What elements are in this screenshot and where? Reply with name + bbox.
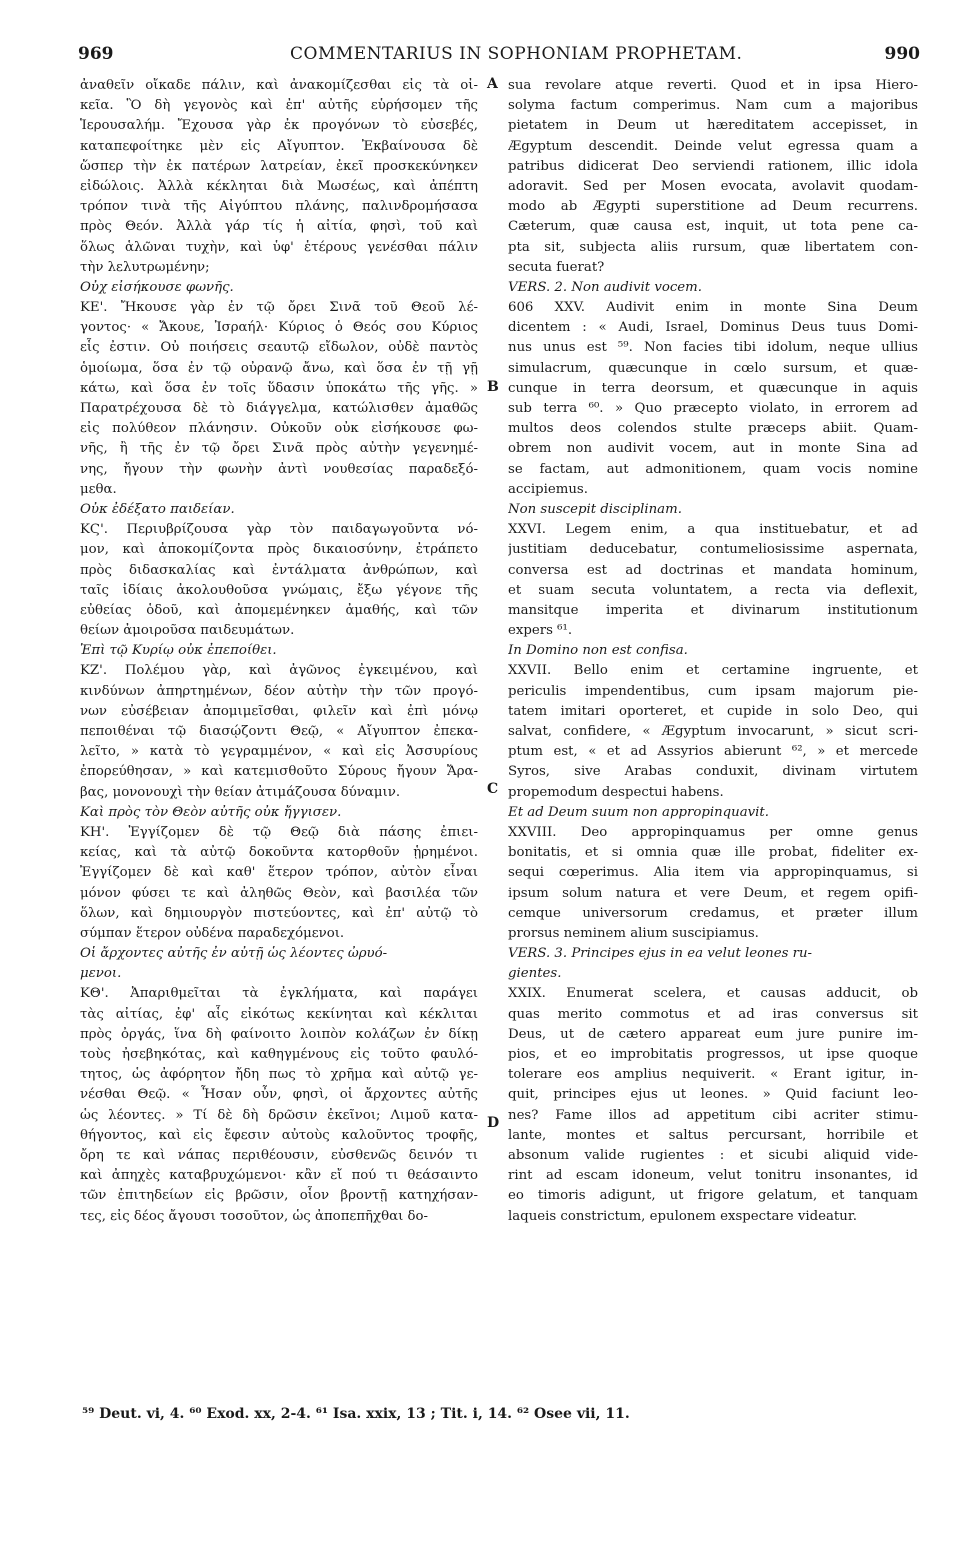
greek-text-line: ὅλων, καὶ δημιουργὸν πιστεύοντες, καὶ ἐπ' αὐτῷ τὸ: [80, 905, 478, 921]
greek-text-line: ἐπορεύθησαν, » καὶ κατεμισθοῦτο Σύρους ἤγουν Ἄρα-: [80, 764, 478, 780]
latin-text-line: XXIX. Enumerat scelera, et causas adducit, ob: [508, 986, 918, 1002]
latin-text-line: cemque universorum credamus, et præter illum: [508, 905, 918, 921]
running-header: [78, 44, 920, 70]
greek-text-line: τες, εἰς δέος ἄγουσι τοσοῦτον, ὡς ἀποπεπῆχθαι δο-: [80, 1208, 429, 1224]
latin-text-line: nus unus est ⁵⁹. Non facies tibi idolum, neque ullius: [508, 340, 918, 356]
latin-text-line: patribus didicerat Deo serviendi rationem, illic idola: [508, 158, 918, 174]
greek-text-line: τῶν ἐπιτηδείων εἰς βρῶσιν, οἷον βροντῇ κατηχήσαν-: [80, 1188, 478, 1204]
greek-text-line: κείας, καὶ τὰ αὐτῷ δοκοῦντα κατορθοῦν ᾑρημένοι.: [80, 845, 478, 861]
latin-text-line: XXVIII. Deo appropinquamus per omne genus: [508, 824, 918, 840]
latin-text-line: sua revolare atque reverti. Quod et in ipsa Hiero-: [508, 78, 918, 93]
latin-text-line: multos deos colendos stulte præceps abiit. Quam-: [508, 421, 918, 437]
greek-text-line: κάτω, καὶ ὅσα ἐν τοῖς ὕδασιν ὑποκάτω τῆς γῆς. »: [80, 380, 478, 396]
latin-text-line: Syros, sive Arabas conduxit, divinam virtutem: [508, 764, 918, 780]
latin-text-line: simulacrum, quæcunque in cœlo sursum, et quæ-: [508, 360, 918, 376]
latin-text-line: adoravit. Sed per Mosen evocata, avolavit quodam-: [508, 178, 918, 194]
greek-text-line: τητος, ὡς ἀφόρητον ἤδη πως τὸ χρῆμα καὶ αὐτῷ γε-: [80, 1067, 478, 1083]
greek-text-line: σύμπαν ἕτερον οὐδένα παραδεχόμενοι.: [80, 925, 345, 941]
greek-text-line: θείων ἀμοιροῦσα παιδευμάτων.: [80, 623, 295, 639]
latin-text-line: ptum est, « et ad Assyrios abierunt ⁶², » et mercede: [508, 744, 918, 760]
latin-text-line: quit, principes ejus ut leones. » Quid faciunt leo-: [508, 1087, 918, 1103]
latin-text-line: sequi cœperimus. Alia item via appropinquamus, si: [508, 865, 918, 881]
greek-text-line: γοντος· « Ἄκουε, Ἰσραήλ· Κύριος ὁ Θεός σου Κύριος: [80, 320, 478, 336]
margin-marker-c: C: [487, 781, 499, 797]
latin-text-line: mansitque imperita et divinarum institutionum: [508, 602, 918, 618]
greek-column: [80, 76, 478, 1227]
latin-text-line: tolerare eos amplius nequiverit. « Erant igitur, in-: [508, 1067, 918, 1083]
latin-text-line: nes? Fame illos ad appetitum cibi acriter stimu-: [508, 1107, 918, 1123]
greek-text-line: τὰς αἰτίας, ἐφ' αἷς εἰκότως κεκίνηται καὶ κέκλιται: [80, 1006, 478, 1022]
latin-text-line: VERS. 3. Principes ejus in ea velut leones ru-: [508, 946, 813, 962]
greek-text-line: κεῖα. Ὃ δὴ γεγονὸς καὶ ἐπ' αὐτῆς εὑρήσομεν τῆς: [80, 98, 478, 114]
greek-text-line: νων εὐσέβειαν ἀπομιμεῖσθαι, φιλεῖν καὶ ἐπὶ μόνῳ: [80, 703, 478, 719]
page-number-right: 990: [884, 44, 920, 64]
greek-text-line: Παρατρέχουσα δὲ τὸ διάγγελμα, κατώλισθεν ἀμαθῶς: [80, 401, 478, 416]
greek-text-line: ΚΘ'. Ἀπαριθμεῖται τὰ ἐγκλήματα, καὶ παράγει: [80, 986, 478, 1002]
greek-text-line: εἰδώλοις. Ἀλλὰ κέκληται διὰ Μωσέως, καὶ ἀπέπτη: [80, 178, 478, 194]
greek-text-line: ταῖς ἰδίαις ἀκολουθοῦσα γνώμαις, ἔξω γέγονε τῆς: [80, 582, 478, 598]
greek-text-line: πρὸς διδασκαλίας καὶ ἐντάλματα ἀνθρώπων, καὶ: [80, 562, 478, 578]
greek-text-line: εἰς πολύθεον πλάνησιν. Οὐκοῦν οὐκ εἰσήκουσε φω-: [80, 421, 478, 437]
latin-text-line: salvat, confidere, « Ægyptum invocarunt, » sicut scri-: [508, 724, 918, 739]
greek-text-line: εἷς ἐστιν. Οὐ ποιήσεις σεαυτῷ εἴδωλον, οὐδὲ παντὸς: [80, 340, 478, 356]
latin-text-line: bonitatis, et si omnia quæ ille probat, fideliter ex-: [508, 845, 918, 861]
latin-text-line: pios, et eo improbitatis progressos, ut ipse quoque: [508, 1047, 918, 1062]
latin-text-line: rint ad escam idoneum, velut tonitru insonantes, id: [508, 1168, 918, 1184]
greek-text-line: Ἐπὶ τῷ Κυρίῳ οὐκ ἐπεποίθει.: [80, 643, 277, 659]
latin-text-line: accipiemus.: [508, 481, 588, 497]
greek-text-line: μεθα.: [80, 481, 117, 497]
latin-text-line: gientes.: [508, 966, 562, 982]
latin-text-line: propemodum despectui habens.: [508, 784, 724, 800]
latin-text-line: secuta fuerat?: [508, 259, 605, 275]
latin-column: [508, 76, 918, 1227]
latin-text-line: lante, montes et saltus percursant, horribile et: [508, 1127, 918, 1143]
latin-text-line: dicentem : « Audi, Israel, Dominus Deus tuus Domi-: [508, 320, 918, 336]
greek-text-line: μόνον φύσει τε καὶ ἀληθῶς Θεὸν, καὶ βασιλέα τῶν: [80, 885, 478, 901]
latin-text-line: tatem imitari oporteret, et cupide in solo Deo, qui: [508, 703, 918, 719]
greek-text-line: Καὶ πρὸς τὸν Θεὸν αὐτῆς οὐκ ἤγγισεν.: [80, 804, 342, 820]
latin-text-line: obrem non audivit vocem, aut in monte Sina ad: [508, 441, 918, 457]
margin-marker-a: A: [487, 76, 498, 92]
latin-text-line: solyma factum comperimus. Nam cum a majoribus: [508, 98, 918, 114]
greek-text-line: ΚΖ'. Πολέμου γὰρ, καὶ ἀγῶνος ἐγκειμένου, καὶ: [80, 663, 478, 679]
latin-text-line: justitiam deducebatur, contumeliosissime aspernata,: [508, 542, 918, 558]
greek-text-line: πρὸς ὀργάς, ἵνα δὴ φαίνοιτο λοιπὸν κολάζων ἐν δίκῃ: [80, 1026, 478, 1042]
greek-text-line: Οὐκ ἐδέξατο παιδείαν.: [80, 501, 235, 517]
greek-text-line: τὴν λελυτρωμένην;: [80, 259, 210, 275]
latin-text-line: Non suscepit disciplinam.: [508, 501, 682, 517]
greek-text-line: καταπεφοίτηκε μὲν εἰς Αἴγυπτον. Ἐκβαίνουσα δὲ: [80, 138, 478, 154]
latin-text-line: et suam secuta voluntatem, a recta via deflexit,: [508, 582, 918, 598]
latin-text-line: sub terra ⁶⁰. » Quo præcepto violato, in errorem ad: [508, 401, 918, 416]
latin-text-line: expers ⁶¹.: [508, 623, 573, 639]
footnotes: ⁵⁹ Deut. vi, 4. ⁶⁰ Exod. xx, 2-4. ⁶¹ Isa. xxix, 13 ; Tit. i, 14. ⁶² Osee vii, 11.: [82, 1406, 630, 1422]
greek-text-line: ΚΕ'. Ἤκουσε γὰρ ἐν τῷ ὄρει Σινᾶ τοῦ Θεοῦ λέ-: [80, 300, 478, 316]
latin-text-line: Cæterum, quæ causa est, inquit, ut tota pene ca-: [508, 219, 918, 235]
margin-marker-b: B: [487, 379, 499, 395]
greek-text-line: ὅλως ἁλῶναι τυχὴν, καὶ ὑφ' ἑτέρους γενέσθαι πάλιν: [80, 239, 478, 255]
greek-text-line: Οὐχ εἰσήκουσε φωνῆς.: [80, 279, 234, 295]
greek-text-line: θήγοντος, καὶ εἰς ἔφεσιν αὐτοὺς καλοῦντος τροφῆς,: [80, 1127, 478, 1143]
latin-text-line: absonum valide rugientes : et sicubi aliquid vide-: [508, 1147, 918, 1163]
greek-text-line: μον, καὶ ἀποκομίζοντα πρὸς δικαιοσύνην, ἐτράπετο: [80, 542, 478, 558]
latin-text-line: eo timoris adigunt, ut frigore gelatum, et tanquam: [508, 1188, 918, 1204]
greek-text-line: ΚϚ'. Περιυβρίζουσα γὰρ τὸν παιδαγωγοῦντα νό-: [80, 522, 478, 538]
greek-text-line: καὶ ἀπηχὲς καταβρυχώμενοι· κἂν εἴ πού τι θεάσαιντο: [80, 1168, 478, 1184]
latin-text-line: In Domino non est confisa.: [508, 643, 688, 659]
latin-text-line: XXVI. Legem enim, a qua instituebatur, et ad: [508, 522, 918, 538]
latin-text-line: 606 XXV. Audivit enim in monte Sina Deum: [508, 300, 918, 316]
latin-text-line: periculis impendentibus, cum ipsam majorum pie-: [508, 683, 918, 699]
greek-text-line: ὁμοίωμα, ὅσα ἐν τῷ οὐρανῷ ἄνω, καὶ ὅσα ἐν τῇ γῇ: [80, 360, 478, 376]
latin-text-line: VERS. 2. Non audivit vocem.: [508, 279, 703, 295]
greek-text-line: κινδύνων ἀπηρτημένων, δέον αὐτὴν τὴν τῶν προγό-: [80, 683, 478, 699]
latin-text-line: ipsum solum natura et vere Deum, et regem opifi-: [508, 885, 918, 901]
margin-marker-d: D: [487, 1115, 500, 1131]
greek-text-line: ὥσπερ τὴν ἐκ πατέρων λατρείαν, ἐκεῖ προσκεκύνηκεν: [80, 158, 478, 174]
latin-text-line: pta sit, subjecta aliis rursum, quæ libertatem con-: [508, 239, 918, 255]
latin-text-line: Deus, ut de cætero appareat eum jure punire im-: [508, 1026, 918, 1042]
greek-text-line: Ἐγγίζομεν δὲ καὶ καθ' ἕτερον τρόπον, αὐτὸν εἶναι: [80, 865, 478, 881]
greek-text-line: εὐθείας ὁδοῦ, καὶ ἀπομεμένηκεν ἀμαθής, καὶ τῶν: [80, 602, 478, 618]
greek-text-line: πρὸς Θεόν. Ἀλλὰ γάρ τίς ἡ αἰτία, φησὶ, τοῦ καὶ: [80, 219, 478, 235]
latin-text-line: quas merito commotus et ad iras conversus sit: [508, 1006, 918, 1022]
greek-text-line: ΚΗ'. Ἐγγίζομεν δὲ τῷ Θεῷ διὰ πάσης ἐπιει-: [80, 824, 478, 840]
latin-text-line: Ægyptum descendit. Deinde velut egressa quam a: [508, 138, 918, 154]
greek-text-line: ὄρη τε καὶ νάπας περιθέουσιν, εὐσθενῶς δεινόν τι: [80, 1147, 478, 1163]
latin-text-line: XXVII. Bello enim et certamine ingruente, et: [508, 663, 918, 679]
greek-text-line: λεῖτο, » κατὰ τὸ γεγραμμένον, « καὶ εἰς Ἀσσυρίους: [80, 744, 478, 760]
greek-text-line: τρόπον τινὰ τῆς Αἰγύπτου πλάνης, παλινδρομήσασα: [80, 199, 478, 215]
latin-text-line: conversa est ad doctrinas et mandata hominum,: [508, 562, 918, 578]
greek-text-line: Ἱερουσαλήμ. Ἔχουσα γὰρ ἐκ προγόνων τὸ εὐσεβές,: [80, 118, 478, 134]
greek-text-line: νῆς, ἢ τῆς ἐν τῷ ὄρει Σινᾶ πρὸς αὐτὴν γεγενημέ-: [80, 441, 478, 457]
greek-text-line: πεποιθέναι τῷ διασῴζοντι Θεῷ, « Αἴγυπτον ἐπεκα-: [80, 724, 478, 739]
page-number-left: 969: [78, 44, 114, 64]
greek-text-line: Οἱ ἄρχοντες αὐτῆς ἐν αὐτῇ ὡς λέοντες ὠρυό-: [80, 946, 388, 962]
latin-text-line: modo ab Ægypti superstitione ad Deum recurrens.: [508, 199, 918, 215]
latin-text-line: Et ad Deum suum non appropinquavit.: [508, 804, 769, 820]
latin-text-line: pietatem in Deum ut hæreditatem accepisset, in: [508, 118, 918, 134]
latin-text-line: prorsus neminem alium suscipiamus.: [508, 925, 759, 941]
greek-text-line: μενοι.: [80, 966, 122, 982]
greek-text-line: βας, μονονουχὶ τὴν θείαν ἀτιμάζουσα δύναμιν.: [80, 784, 401, 800]
latin-text-line: cunque in terra deorsum, et quæcunque in aquis: [508, 380, 918, 396]
greek-text-line: νέσθαι Θεῷ. « Ἦσαν οὖν, φησὶ, οἱ ἄρχοντες αὐτῆς: [80, 1087, 478, 1103]
running-title: COMMENTARIUS IN SOPHONIAM PROPHETAM.: [290, 44, 743, 64]
greek-text-line: νης, ἤγουν τὴν φωνὴν ἀντὶ νουθεσίας παραδεξό-: [80, 461, 478, 477]
latin-text-line: laqueis constrictum, epulonem exspectare videatur.: [508, 1208, 857, 1224]
latin-text-line: se factam, aut admonitionem, quam vocis nomine: [508, 461, 918, 477]
greek-text-line: τοὺς ἠσεβηκότας, καὶ καθηγμένους εἰς τοῦτο φαυλό-: [80, 1047, 478, 1062]
greek-text-line: ὡς λέοντες. » Τί δὲ δὴ δρῶσιν ἐκεῖνοι; Λιμοῦ κατα-: [80, 1107, 478, 1123]
greek-text-line: ἀναθεῖν οἴκαδε πάλιν, καὶ ἀνακομίζεσθαι εἰς τὰ οἰ-: [80, 78, 478, 93]
